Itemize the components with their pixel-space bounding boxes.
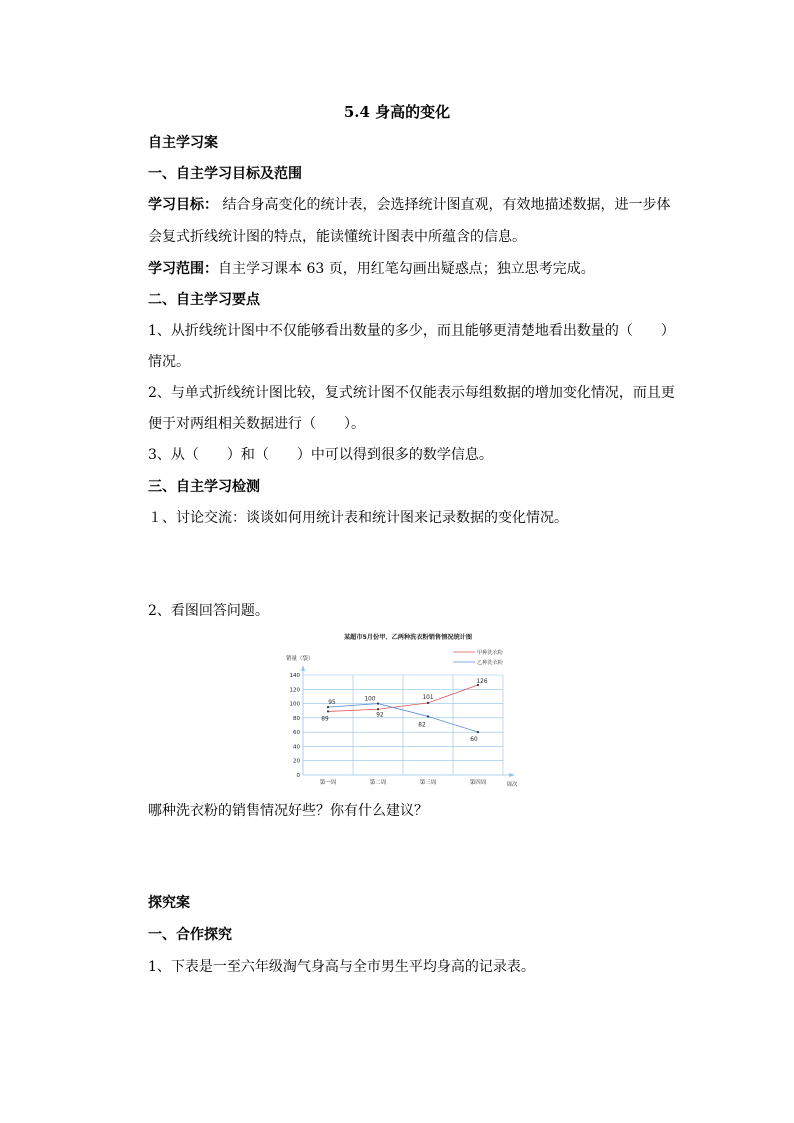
data-label: 82	[418, 722, 426, 729]
range-label: 学习范围：	[148, 261, 218, 277]
y-tick-label: 20	[293, 758, 300, 765]
x-axis-arrow	[509, 773, 515, 777]
point1-line1: 1、从折线统计图中不仅能够看出数量的多少，而且能够更清楚地看出数量的（ ）	[148, 323, 675, 339]
range-text: 自主学习课本 63 页，用红笔勾画出疑惑点；独立思考完成。	[218, 261, 595, 277]
data-point	[327, 706, 329, 708]
data-label: 95	[328, 700, 336, 707]
data-point	[327, 710, 329, 712]
page-title: 5.4 身高的变化	[343, 103, 451, 121]
x-tick-label: 第二周	[369, 780, 387, 786]
y-tick-label: 40	[293, 744, 300, 751]
data-point	[477, 731, 479, 733]
y-tick-label: 0	[296, 773, 300, 779]
heading-goals-scope: 一、自主学习目标及范围	[148, 166, 302, 182]
heading-key-points: 二、自主学习要点	[148, 292, 260, 308]
question2-prompt: 哪种洗衣粉的销售情况好些？你有什么建议？	[148, 803, 428, 819]
data-point	[427, 715, 429, 717]
range-paragraph	[148, 259, 595, 279]
y-tick-label: 80	[293, 715, 300, 722]
explore-item1: 1、下表是一至六年级淘气身高与全市男生平均身高的记录表。	[148, 959, 535, 975]
data-point	[427, 702, 429, 704]
data-point	[377, 708, 379, 710]
y-axis-label: 销量（袋）	[286, 656, 314, 662]
question2: 2、看图回答问题。	[148, 603, 269, 619]
section-heading-explore: 探究案	[148, 895, 190, 911]
point2-line1: 2、与单式折线统计图比较，复式统计图不仅能表示每组数据的增加变化情况，而且更	[148, 385, 675, 401]
x-tick-label: 第三周	[419, 780, 437, 786]
x-tick-label: 第四周	[469, 780, 487, 786]
chart-title: 某超市5月份甲、乙两种洗衣粉销售情况统计图	[343, 634, 473, 641]
data-label: 100	[364, 696, 376, 703]
x-axis-label: 周次	[506, 782, 518, 788]
y-tick-label: 140	[289, 673, 300, 679]
sales-line-chart	[283, 630, 523, 790]
data-label: 92	[376, 712, 384, 719]
heading-cooperative: 一、合作探究	[148, 927, 232, 943]
y-tick-label: 60	[293, 730, 300, 737]
legend-label: 甲种洗衣粉	[477, 650, 503, 656]
data-label: 60	[470, 737, 478, 744]
chart-svg	[283, 630, 523, 790]
x-tick-label: 第一周	[319, 780, 337, 786]
question1: １、讨论交流：谈谈如何用统计表和统计图来记录数据的变化情况。	[148, 510, 568, 526]
y-axis-arrow	[301, 665, 305, 671]
point2-line2: 便于对两组相关数据进行（ ）。	[148, 416, 365, 432]
data-label: 101	[422, 694, 434, 701]
data-point	[377, 702, 379, 704]
point1-line2: 情况。	[148, 354, 190, 370]
goal-text-line1: 结合身高变化的统计表，会选择统计图直观，有效地描述数据，进一步体	[218, 197, 671, 213]
legend-label: 乙种洗衣粉	[477, 660, 503, 666]
y-tick-label: 100	[289, 701, 300, 708]
heading-self-test: 三、自主学习检测	[148, 479, 260, 495]
point3: 3、从（ ）和（ ）中可以得到很多的数学信息。	[148, 447, 493, 463]
data-label: 126	[476, 679, 488, 685]
goal-text-line2: 会复式折线统计图的特点，能读懂统计图表中所蕴含的信息。	[148, 229, 526, 245]
goal-label: 学习目标：	[148, 197, 218, 213]
section-heading-self-study: 自主学习案	[148, 135, 218, 151]
goal-paragraph	[148, 195, 670, 215]
data-label: 89	[321, 716, 329, 723]
y-tick-label: 120	[289, 687, 300, 694]
